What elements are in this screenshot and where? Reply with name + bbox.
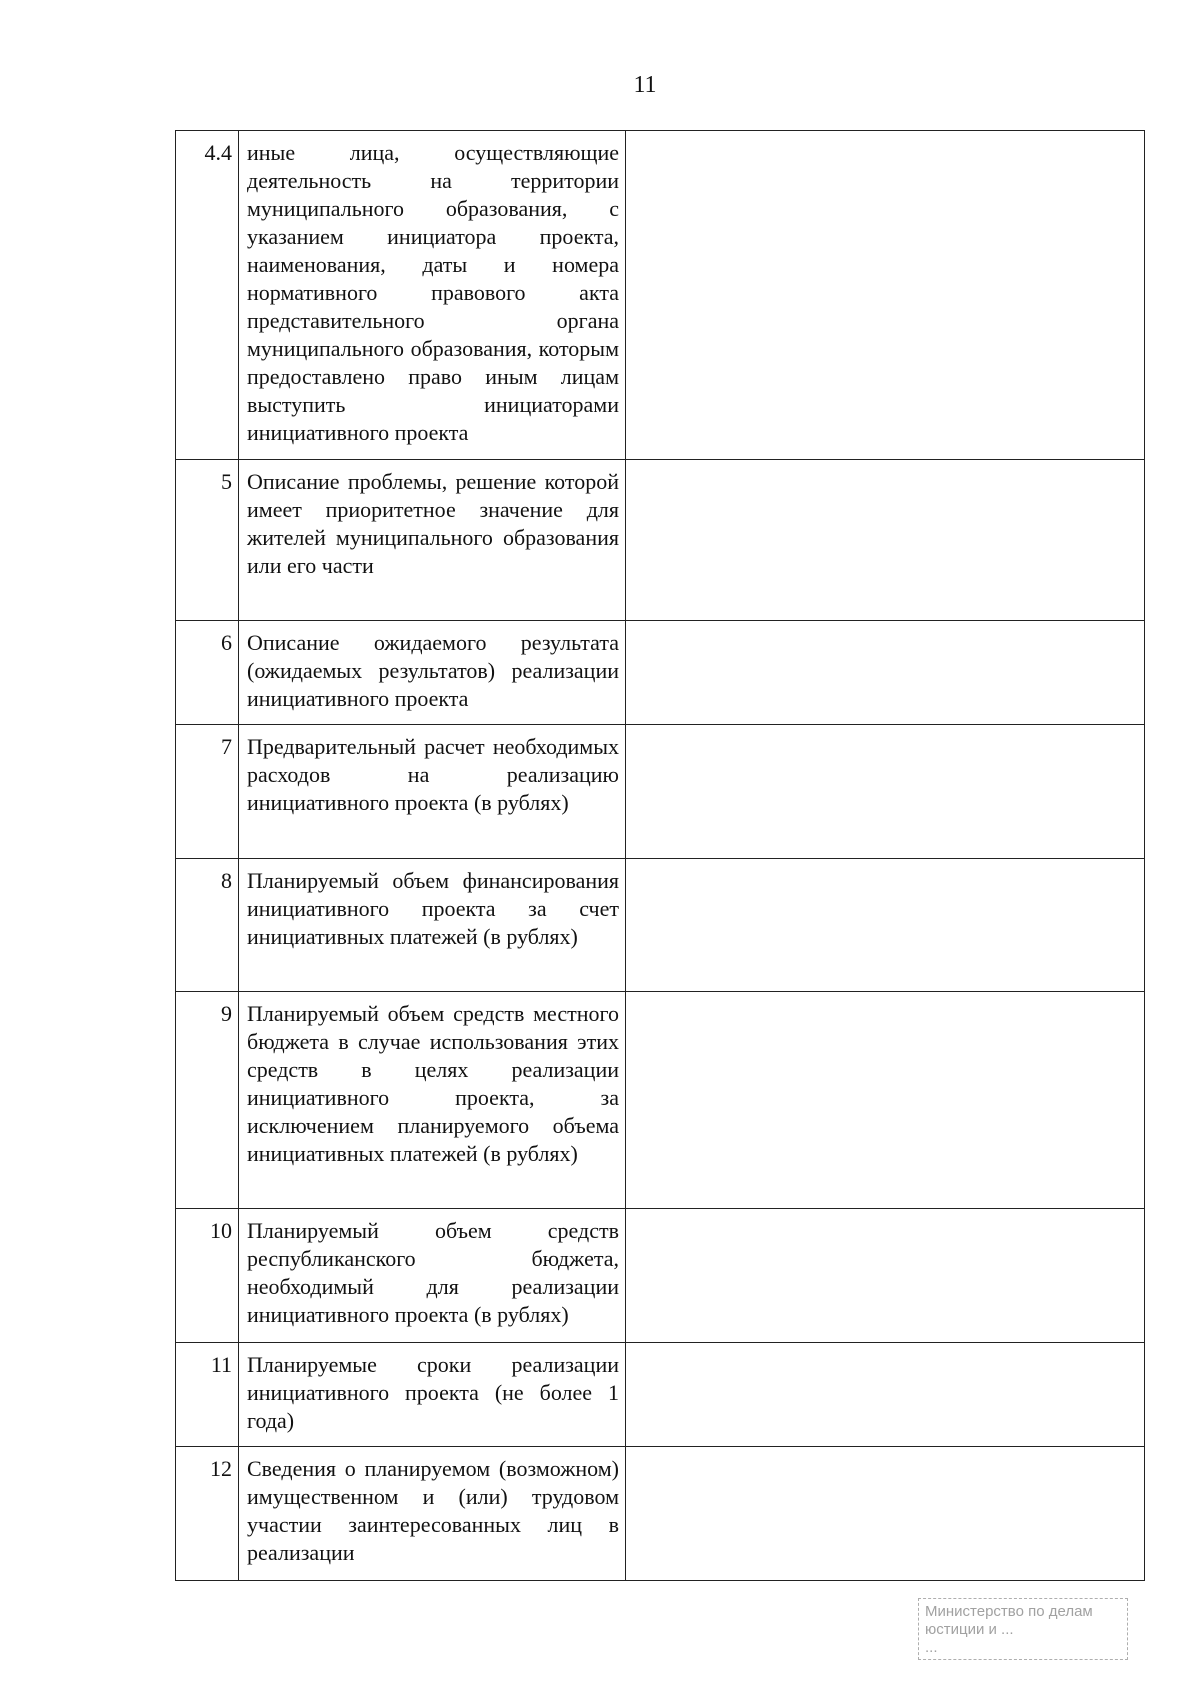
row-description: Планируемые сроки реализации инициативного проекта (не более 1 года)	[239, 1343, 626, 1447]
row-description: Предварительный расчет необходимых расходов на реализацию инициативного проекта (в рублях)	[239, 725, 626, 859]
row-value-cell[interactable]	[626, 460, 1145, 621]
row-value-cell[interactable]	[626, 992, 1145, 1209]
table-row	[176, 725, 1145, 859]
row-description: Планируемый объем средств местного бюджета в случае использования этих средств в целях реализации инициативного проекта, за исключением планируемого объема инициативных платежей (в рублях)	[239, 992, 626, 1209]
stamp-line: Министерство по делам	[925, 1603, 1093, 1620]
table-row	[176, 131, 1145, 460]
row-number: 5	[176, 460, 239, 621]
row-number: 4.4	[176, 131, 239, 460]
row-number: 9	[176, 992, 239, 1209]
row-description: иные лица, осуществляющие деятельность на территории муниципального образования, с указанием инициатора проекта, наименования, даты и номера нормативного правового акта представительного органа муниципального образования, которым предоставлено право иным лицам выступить инициаторами инициативного проекта	[239, 131, 626, 460]
row-description: Планируемый объем средств республиканского бюджета, необходимый для реализации инициативного проекта (в рублях)	[239, 1209, 626, 1343]
page-number: 11	[633, 72, 657, 98]
project-form-table	[175, 130, 1145, 1581]
table-row	[176, 859, 1145, 992]
stamp-line: юстиции и ...	[925, 1621, 1014, 1638]
row-description: Сведения о планируемом (возможном) имущественном и (или) трудовом участии заинтересованных лиц в реализации	[239, 1447, 626, 1581]
table-row	[176, 992, 1145, 1209]
table-row	[176, 460, 1145, 621]
table-row	[176, 1343, 1145, 1447]
row-description: Описание проблемы, решение которой имеет приоритетное значение для жителей муниципального образования или его части	[239, 460, 626, 621]
registration-stamp	[918, 1598, 1128, 1660]
row-value-cell[interactable]	[626, 1343, 1145, 1447]
row-value-cell[interactable]	[626, 859, 1145, 992]
row-value-cell[interactable]	[626, 1209, 1145, 1343]
row-value-cell[interactable]	[626, 725, 1145, 859]
table-row	[176, 621, 1145, 725]
row-number: 12	[176, 1447, 239, 1581]
table-row	[176, 1447, 1145, 1581]
row-number: 10	[176, 1209, 239, 1343]
row-description: Планируемый объем финансирования инициативного проекта за счет инициативных платежей (в рублях)	[239, 859, 626, 992]
row-value-cell[interactable]	[626, 621, 1145, 725]
row-number: 7	[176, 725, 239, 859]
row-number: 6	[176, 621, 239, 725]
row-value-cell[interactable]	[626, 131, 1145, 460]
row-number: 8	[176, 859, 239, 992]
table-row	[176, 1209, 1145, 1343]
row-number: 11	[176, 1343, 239, 1447]
row-description: Описание ожидаемого результата (ожидаемых результатов) реализации инициативного проекта	[239, 621, 626, 725]
stamp-line: ...	[925, 1639, 938, 1656]
table-body	[176, 131, 1145, 1581]
row-value-cell[interactable]	[626, 1447, 1145, 1581]
